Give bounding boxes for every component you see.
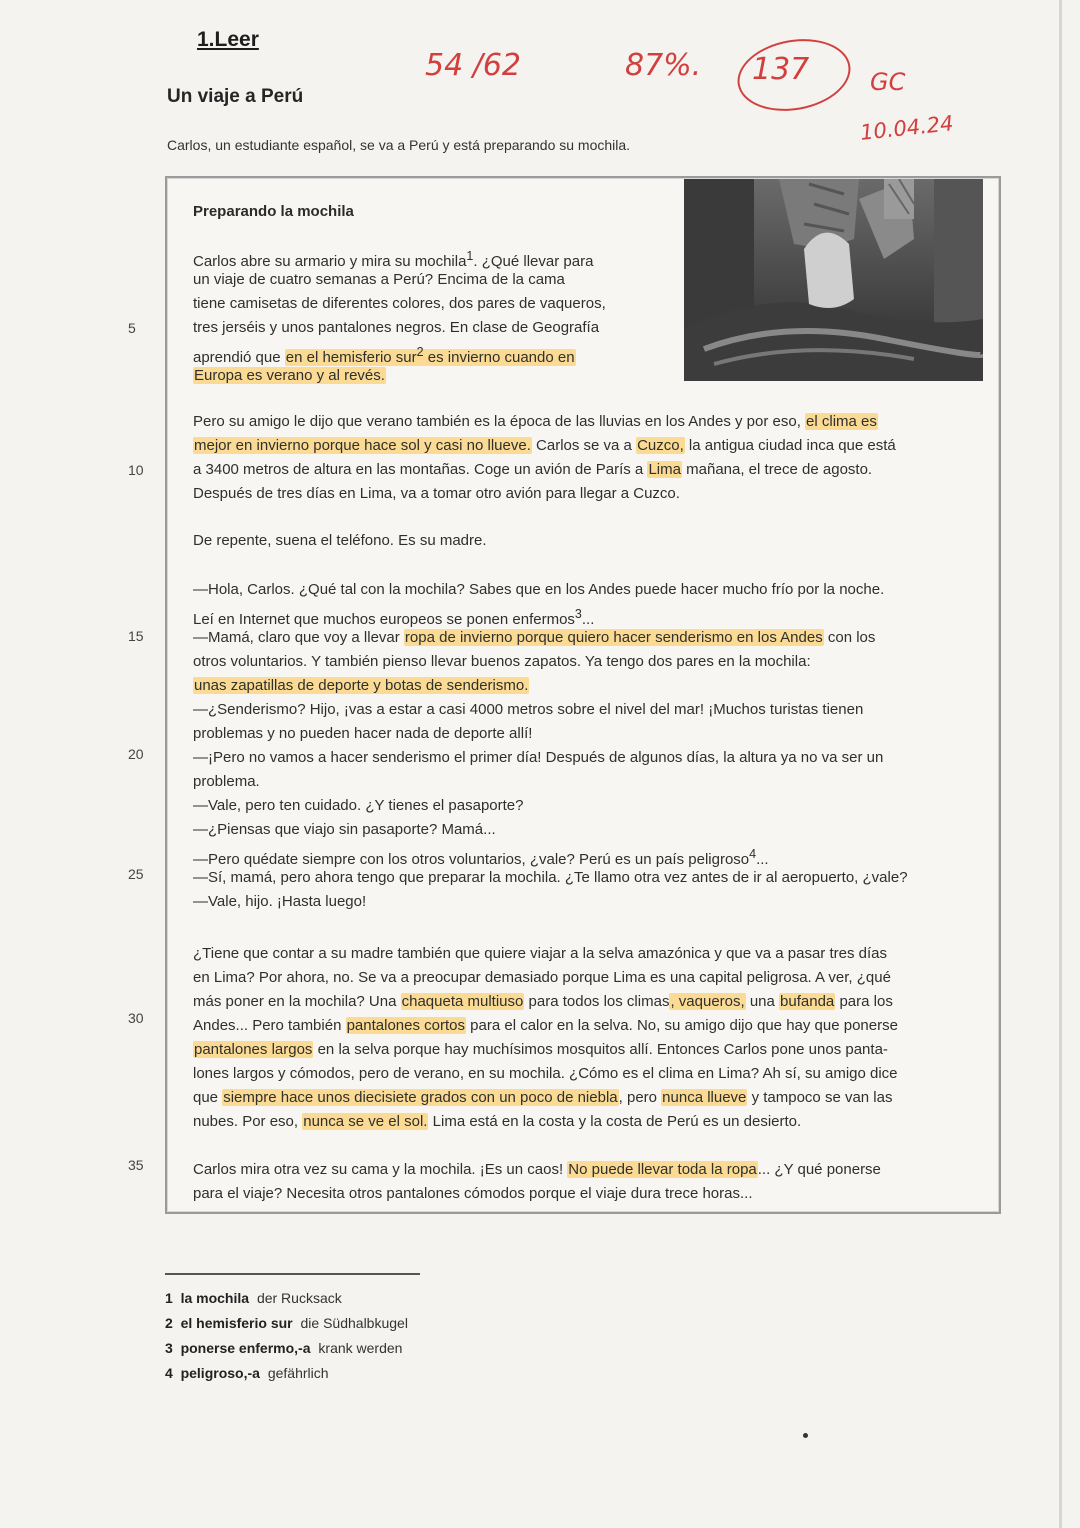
line-number: 15 — [128, 628, 144, 644]
footnote-number: 2 — [165, 1315, 173, 1331]
grading-percent: 87%. — [625, 48, 702, 83]
footnote-translation: gefährlich — [267, 1365, 329, 1381]
footnote-term: la mochila — [180, 1290, 250, 1306]
line-number: 25 — [128, 866, 144, 882]
page-edge — [1059, 0, 1062, 1528]
grading-initials: GC — [870, 68, 906, 96]
footnote-number: 1 — [165, 1290, 173, 1306]
footnote-term: peligroso,-a — [180, 1365, 260, 1381]
line-number: 30 — [128, 1010, 144, 1026]
reading-box-title: Preparando la mochila — [193, 203, 354, 220]
footnote-translation: krank werden — [318, 1340, 403, 1356]
page-title: Un viaje a Perú — [167, 86, 304, 107]
footnote-number: 4 — [165, 1365, 173, 1381]
grading-date: 10.04.24 — [859, 111, 955, 145]
line-number: 35 — [128, 1157, 144, 1173]
line-number: 20 — [128, 746, 144, 762]
footnote-item — [165, 1290, 342, 1306]
ink-dot — [803, 1433, 808, 1438]
reading-box: Preparando la mochila Carlos abre su armario y mira su mochila$^1$. ¿Qué llevar para un viaje de cuatro semanas a Perú? Encima de la cama tiene camisetas de diferentes colores, dos pares de vaqueros, tres jerséis y unos pantalones negros. En clase de Geografía aprendió que en el hemisferio sur$^2$ es invierno cuando en Europa es verano y al revés. Pero su amigo le dijo que verano también es la época de las lluvias en los Andes y por eso, el clima es mejor en invierno porque hace sol y casi no llueve. Carlos se va a Cuzco, la antigua ciudad inca que está a 3400 metros de altura en las montañas. Coge un avión de París a Lima mañana, el trece de agosto. Después de tres días en Lima, va a tomar otro avión para llegar a Cuzco. De repente, suena el teléfono. Es su madre. —Hola, Carlos. ¿Qué tal con la mochila? Sabes que en los Andes puede hacer mucho frío por la noche. Leí en Internet que muchos europeos se ponen enfermos$^3$... —Mamá, claro que voy a llevar ropa de invierno porque quiero hacer senderismo en los Andes con los otros voluntarios. Y también pienso llevar buenos zapatos. Ya tengo dos pares en la mochila: unas zapatillas de deporte y botas de senderismo. —¿Senderismo? Hijo, ¡vas a estar a casi 4000 metros sobre el nivel del mar! ¡Muchos turistas tienen problemas y no pueden hacer nada de deporte allí! —¡Pero no vamos a hacer senderismo el primer día! Después de algunos días, la altura ya no va ser un problema. —Vale, pero ten cuidado. ¿Y tienes el pasaporte? —¿Piensas que viajo sin pasaporte? Mamá... —Pero quédate siempre con los otros voluntarios, ¿vale? Perú es un país peligroso$^4$... —Sí, mamá, pero ahora tengo que preparar la mochila. ¿Te llamo otra vez antes de ir al aeropuerto, ¿vale? —Vale, hijo. ¡Hasta luego! ¿Tiene que contar a su madre también que quiere viajar a la selva amazónica y que va a pasar tres días en Lima? Por ahora, no. Se va a preocupar demasiado porque Lima es una capital peligrosa. A ver, ¿qué más poner en la mochila? Una chaqueta multiuso para todos los climas, vaqueros, una bufanda para los Andes... Pero también pantalones cortos para el calor en la selva. No, su amigo dijo que hay que ponerse pantalones largos en la selva porque hay muchísimos mosquitos allí. Entonces Carlos pone unos panta- lones largos y cómodos, pero de verano, en su mochila. ¿Cómo es el clima en Lima? Ah sí, su amigo dice que siempre hace unos diecisiete grados con un poco de niebla, pero nunca llueve y tampoco se van las nubes. Por eso, nunca se ve el sol. Lima está en la costa y la costa de Perú es un desierto. Carlos mira otra vez su cama y la mochila. ¡Es un caos! No puede llevar toda la ropa... ¿Y qué ponerse para el viaje? Necesita otros pantalones cómodos porque el viaje dura trece horas... — [165, 176, 1001, 1214]
footnote-term: ponerse enfermo,-a — [180, 1340, 311, 1356]
footnote-item — [165, 1315, 408, 1331]
footnote-divider — [165, 1273, 420, 1275]
footnote-translation: der Rucksack — [256, 1290, 342, 1306]
line-number: 10 — [128, 462, 144, 478]
intro-text: Carlos, un estudiante español, se va a Perú y está preparando su mochila. — [167, 137, 631, 153]
section-heading: 1.Leer — [197, 28, 259, 51]
hands-packing-backpack-photo — [684, 179, 983, 381]
footnote-term: el hemisferio sur — [180, 1315, 293, 1331]
line-number: 5 — [128, 320, 136, 336]
footnote-item — [165, 1340, 402, 1356]
footnote-item — [165, 1365, 329, 1381]
footnote-translation: die Südhalbkugel — [300, 1315, 408, 1331]
grading-score: 54 /62 — [425, 48, 521, 83]
footnote-number: 3 — [165, 1340, 173, 1356]
grading-circled-value: 137 — [752, 52, 810, 87]
